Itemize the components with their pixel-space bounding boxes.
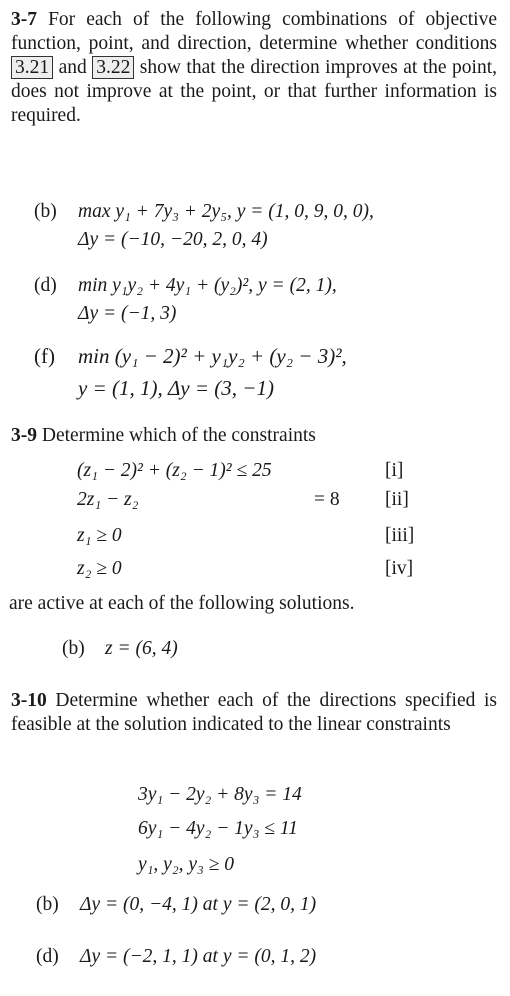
constraint-expression: z₂ ≥ 0 [77, 558, 122, 579]
problem-3-7-text [11, 8, 497, 128]
constraint-expression: 2z₁ − z₂ [77, 489, 139, 510]
reference-box: 3.21 [11, 56, 53, 79]
constraint-expression: z₁ ≥ 0 [77, 525, 122, 546]
constraint-tag: [iv] [385, 558, 414, 579]
item-label: (b) [62, 638, 85, 659]
item-label: (d) [34, 275, 57, 296]
constraint-tag: [i] [385, 460, 404, 481]
reference-box: 3.22 [92, 56, 134, 79]
item-expression: min y₁y₂ + 4y₁ + (y₂)², y = (2, 1), [78, 275, 337, 296]
problem-text: Determine whether each of the directions specified is feasible at the solution indicated to the linear constraints [11, 690, 497, 735]
problem-number: 3-7 [11, 9, 37, 30]
constraint-expression: y₁, y₂, y₃ ≥ 0 [138, 854, 235, 875]
item-expression: min (y₁ − 2)² + y₁y₂ + (y₂ − 3)², [78, 344, 347, 368]
item-expression: Δy = (−2, 1, 1) at y = (0, 1, 2) [80, 946, 317, 967]
problem-text: show that the direction improves at the point, does not improve at the point, or that further information is required. [11, 57, 497, 126]
constraint-expression: (z₁ − 2)² + (z₂ − 1)² ≤ 25 [77, 460, 272, 481]
constraint-expression: 3y₁ − 2y₂ + 8y₃ = 14 [138, 784, 302, 805]
constraint-tag: [iii] [385, 525, 415, 546]
problem-number: 3-10 [11, 690, 47, 711]
item-label: (f) [34, 344, 55, 368]
problem-text: are active at each of the following solutions. [9, 593, 355, 614]
item-expression: Δy = (−1, 3) [78, 303, 177, 324]
item-label: (b) [34, 201, 57, 222]
item-expression: Δy = (0, −4, 1) at y = (2, 0, 1) [80, 894, 317, 915]
item-expression: Δy = (−10, −20, 2, 0, 4) [78, 229, 268, 250]
item-label: (b) [36, 894, 59, 915]
conjunction: and [53, 57, 93, 78]
item-expression: z = (6, 4) [105, 638, 178, 659]
item-expression: y = (1, 1), Δy = (3, −1) [78, 376, 274, 400]
item-label: (d) [36, 946, 59, 967]
problem-text: Determine which of the constraints [37, 425, 316, 446]
item-expression: max y₁ + 7y₃ + 2y₅, y = (1, 0, 9, 0, 0), [78, 201, 374, 222]
problem-number: 3-9 [11, 425, 37, 446]
problem-text: For each of the following combinations of objective function, point, and direction, determine whether conditions [11, 9, 497, 54]
constraint-expression: 6y₁ − 4y₂ − 1y₃ ≤ 11 [138, 818, 298, 839]
constraint-tag: [ii] [385, 489, 409, 510]
problem-3-9-text [11, 424, 316, 448]
problem-3-10-text [11, 689, 497, 737]
constraint-rhs: = 8 [314, 489, 340, 510]
